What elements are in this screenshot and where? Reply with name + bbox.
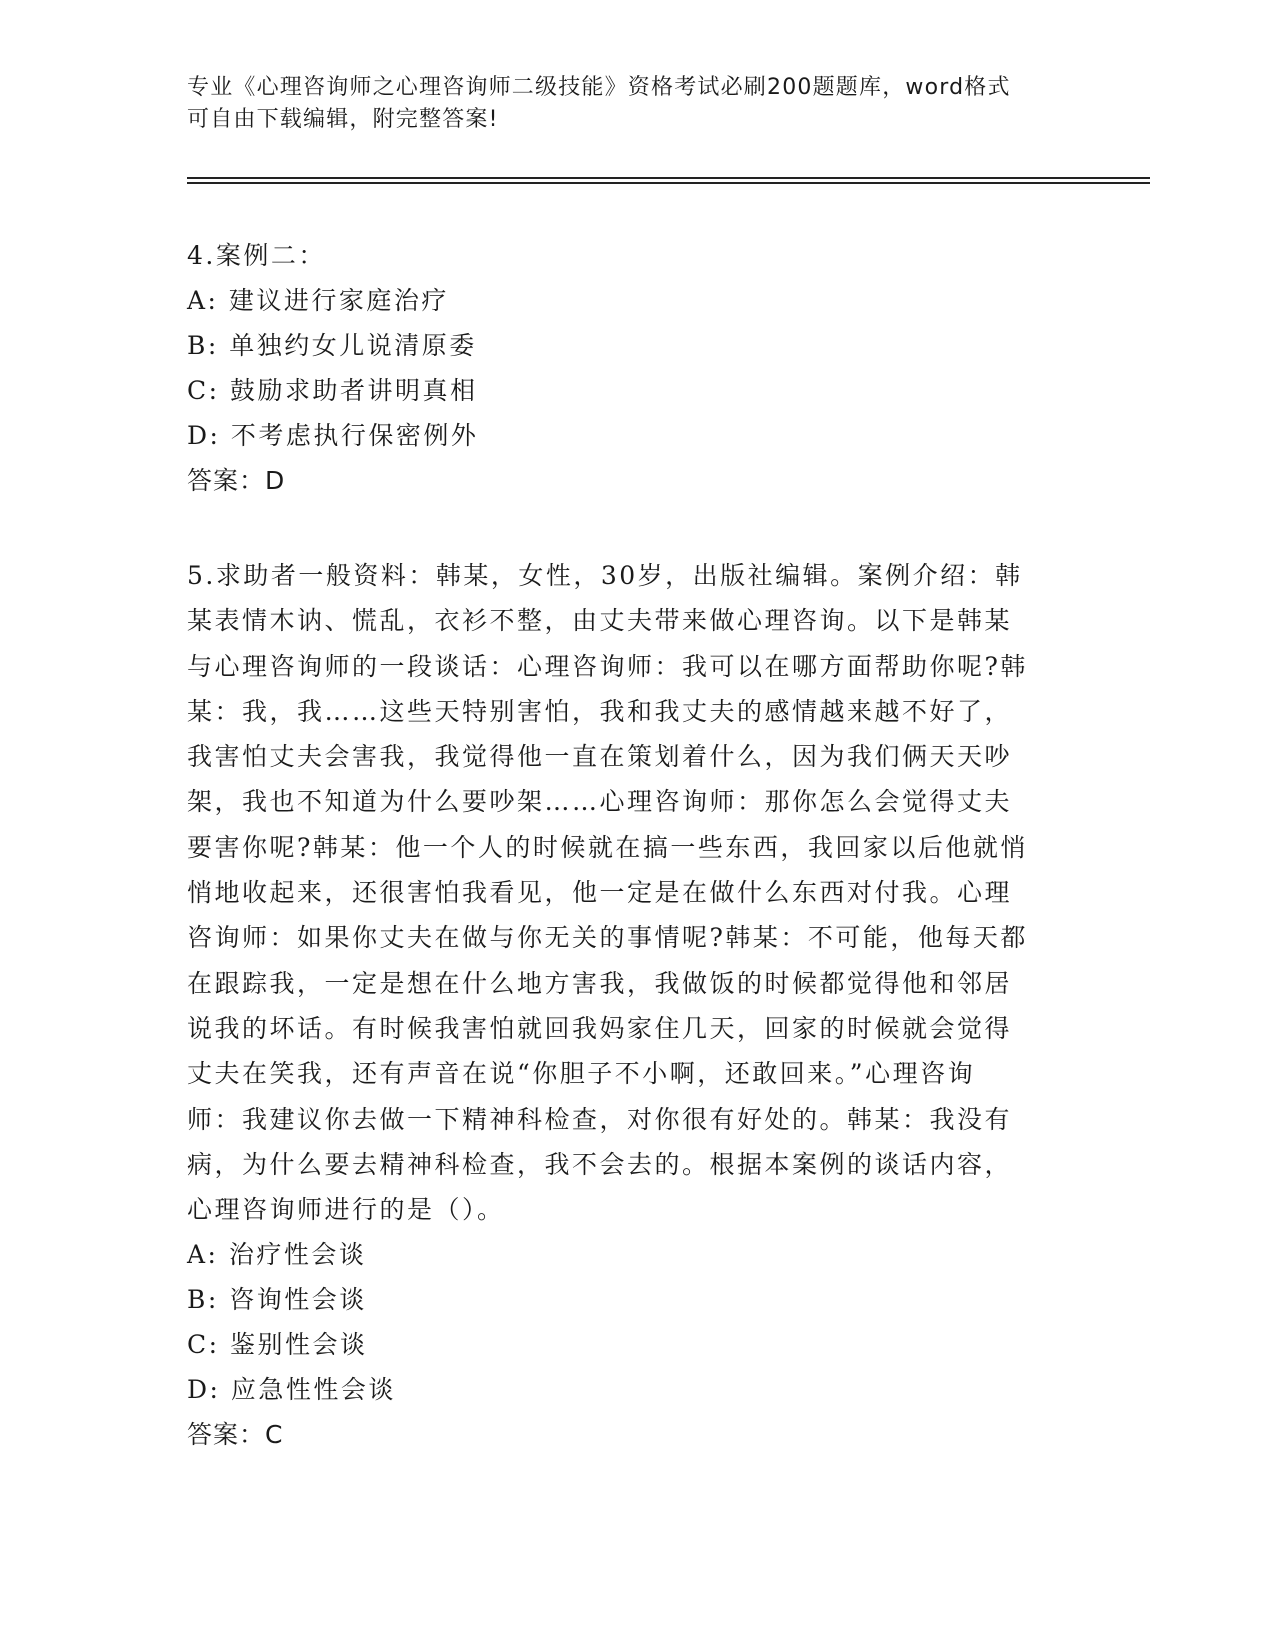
option-a: A: 治疗性会谈 <box>187 1240 367 1270</box>
option-b: B: 单独约女儿说清原委 <box>187 331 477 360</box>
question-stem-line: 病，为什么要去精神科检查，我不会去的。根据本案例的谈话内容， <box>187 1149 1013 1179</box>
question-stem-line: 咨询师：如果你丈夫在做与你无关的事情呢?韩某：不可能，他每天都 <box>187 923 1028 953</box>
question-stem-line: 某：我，我……这些天特别害怕，我和我丈夫的感情越来越不好了， <box>187 696 1013 726</box>
question-stem-line: 某表情木讷、慌乱，衣衫不整，由丈夫带来做心理咨询。以下是韩某 <box>187 606 1013 636</box>
header-line-1: 专业《心理咨询师之心理咨询师二级技能》资格考试必刷200题题库，word格式 <box>187 75 1011 100</box>
option-c: C: 鼓励求助者讲明真相 <box>187 376 478 405</box>
question-stem-line: 悄地收起来，还很害怕我看见，他一定是在做什么东西对付我。心理 <box>187 878 1013 908</box>
option-a: A: 建议进行家庭治疗 <box>187 286 449 315</box>
question-4 <box>187 233 1077 503</box>
option-d: D: 不考虑执行保密例外 <box>187 421 479 450</box>
question-stem-line: 要害你呢?韩某：他一个人的时候就在搞一些东西，我回家以后他就悄 <box>187 832 1028 862</box>
header-line-2: 可自由下载编辑，附完整答案! <box>187 107 499 132</box>
question-stem-line: 与心理咨询师的一段谈话：心理咨询师：我可以在哪方面帮助你呢?韩 <box>187 651 1028 681</box>
header-divider-top <box>187 177 1150 179</box>
question-stem-line: 师：我建议你去做一下精神科检查，对你很有好处的。韩某：我没有 <box>187 1104 1013 1134</box>
answer-label: 答案：D <box>187 466 286 495</box>
header-divider-bottom <box>187 182 1150 184</box>
question-stem-line: 丈夫在笑我，还有声音在说“你胆子不小啊，还敢回来。”心理咨询 <box>187 1059 976 1089</box>
document-header <box>187 72 1067 136</box>
question-stem-line: 心理咨询师进行的是（）。 <box>187 1195 505 1225</box>
question-stem-line: 4.案例二： <box>187 241 326 270</box>
question-stem-line: 说我的坏话。有时候我害怕就回我妈家住几天，回家的时候就会觉得 <box>187 1013 1013 1043</box>
answer-label: 答案：C <box>187 1420 284 1450</box>
question-stem-line: 5.求助者一般资料：韩某，女性，30岁，出版社编辑。案例介绍：韩 <box>187 561 1023 590</box>
option-b: B: 咨询性会谈 <box>187 1285 367 1315</box>
question-stem-line: 我害怕丈夫会害我，我觉得他一直在策划着什么，因为我们俩天天吵 <box>187 742 1013 772</box>
question-stem-line: 在跟踪我，一定是想在什么地方害我，我做饭的时候都觉得他和邻居 <box>187 968 1013 998</box>
question-5 <box>187 553 1077 1457</box>
option-c: C: 鉴别性会谈 <box>187 1330 368 1360</box>
option-d: D: 应急性性会谈 <box>187 1375 396 1405</box>
question-stem-line: 架，我也不知道为什么要吵架……心理咨询师：那你怎么会觉得丈夫 <box>187 787 1013 817</box>
